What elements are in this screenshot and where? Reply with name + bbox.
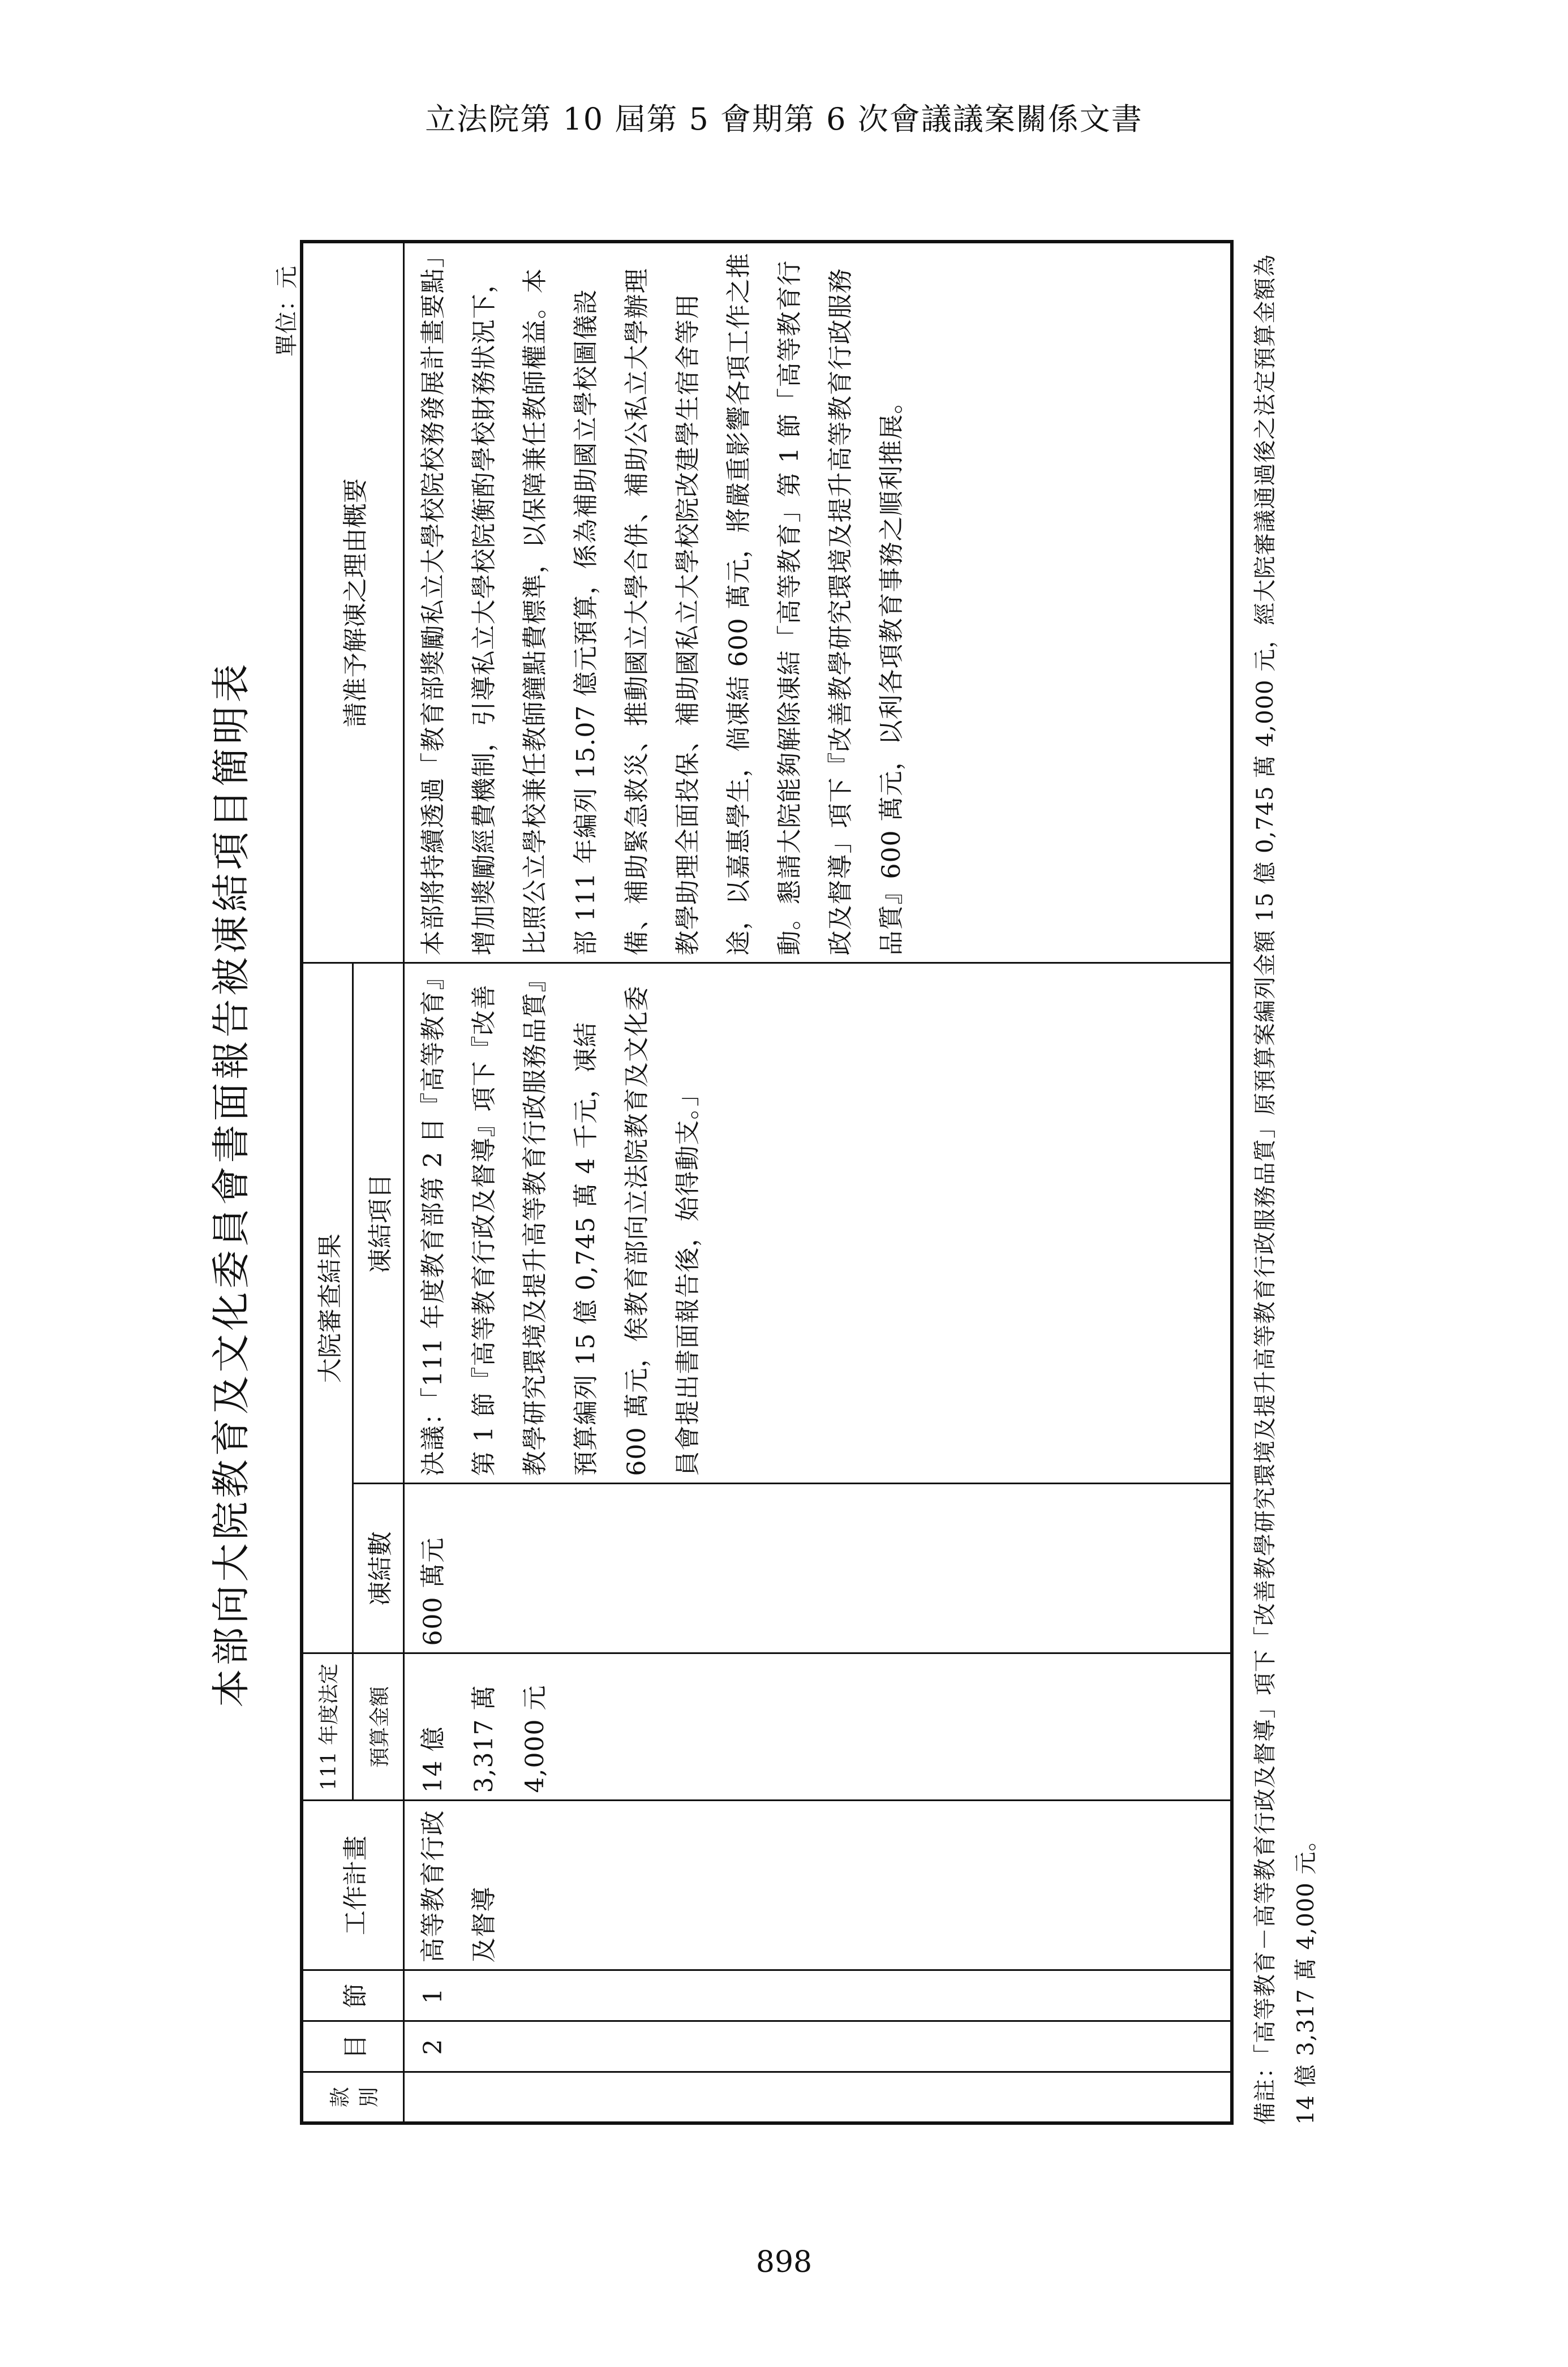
running-head: 立法院第 10 屆第 5 會期第 6 次會議議案關係文書 [425, 101, 1143, 137]
row-reason: 本部將持續透過「教育部獎勵私立大學校院校務發展計畫要點」增加獎勵經費機制，引導私立大學校院衡酌學校財務狀況下，比照公立學校兼任教師鐘點費標準，以保障兼任教師權益。本部 111 年編列 15.07 億元預算，係為補助國立學校圖儀設備、補助緊急救災、推動國立大學合併、補助公私立大學辦理教學助理全面投保、補助國私立大學校院改建學生宿舍等用途，以嘉惠學生，倘凍結 600 萬元，將嚴重影響各項工作之推動。懇請大院能夠解除凍結「高等教育」第 1 節「高等教育行政及督導」項下『改善教學研究環境及提升高等教育行政服務品質』600 萬元，以利各項教育事務之順利推展。 [403, 242, 1232, 963]
row-budget: 14 億 3,317 萬 4,000 元 [403, 1653, 1232, 1801]
page-number: 898 [755, 2245, 813, 2279]
row-kuan [403, 2072, 1232, 2123]
header-frozen-amount: 凍結數 [353, 1484, 403, 1653]
remark-note: 備註：「高等教育－高等教育行政及督導」項下「改善教學研究環境及提升高等教育行政服務品質」原預算案編列金額 15 億 0,745 萬 4,000 元，經大院審議通過後之法定預算金額為 14 億 3,317 萬 4,000 元。 [1252, 254, 1319, 2125]
header-frozen-item: 凍結項目 [353, 963, 403, 1484]
table-row [403, 242, 1232, 2123]
frozen-items-table [300, 240, 1234, 2125]
header-plan: 工作計畫 [302, 1801, 403, 1970]
header-kuan: 款別 [302, 2072, 403, 2123]
row-frozen-item: 決議：「111 年度教育部第 2 目『高等教育』第 1 節『高等教育行政及督導』項下『改善教學研究環境及提升高等教育行政服務品質』預算編列 15 億 0,745 萬 4 千元，凍結 600 萬元，俟教育部向立法院教育及文化委員會提出書面報告後，始得動支。」 [403, 963, 1232, 1484]
header-reason: 請准予解凍之理由概要 [302, 242, 403, 963]
header-budget-amount: 預算金額 [353, 1653, 403, 1801]
header-jie: 節 [302, 1970, 403, 2021]
row-mu: 2 [403, 2021, 1232, 2072]
rotated-content [198, 243, 1335, 2125]
header-budget-year: 111 年度法定 [302, 1653, 353, 1801]
header-review-group: 大院審查結果 [302, 963, 353, 1653]
header-mu: 目 [302, 2021, 403, 2072]
row-jie: 1 [403, 1970, 1232, 2021]
row-plan: 高等教育行政及督導 [403, 1801, 1232, 1970]
document-title: 本部向大院教育及文化委員會書面報告被凍結項目簡明表 [209, 660, 254, 1708]
unit-label: 單位：元 [274, 266, 300, 356]
row-frozen-amount: 600 萬元 [403, 1484, 1232, 1653]
